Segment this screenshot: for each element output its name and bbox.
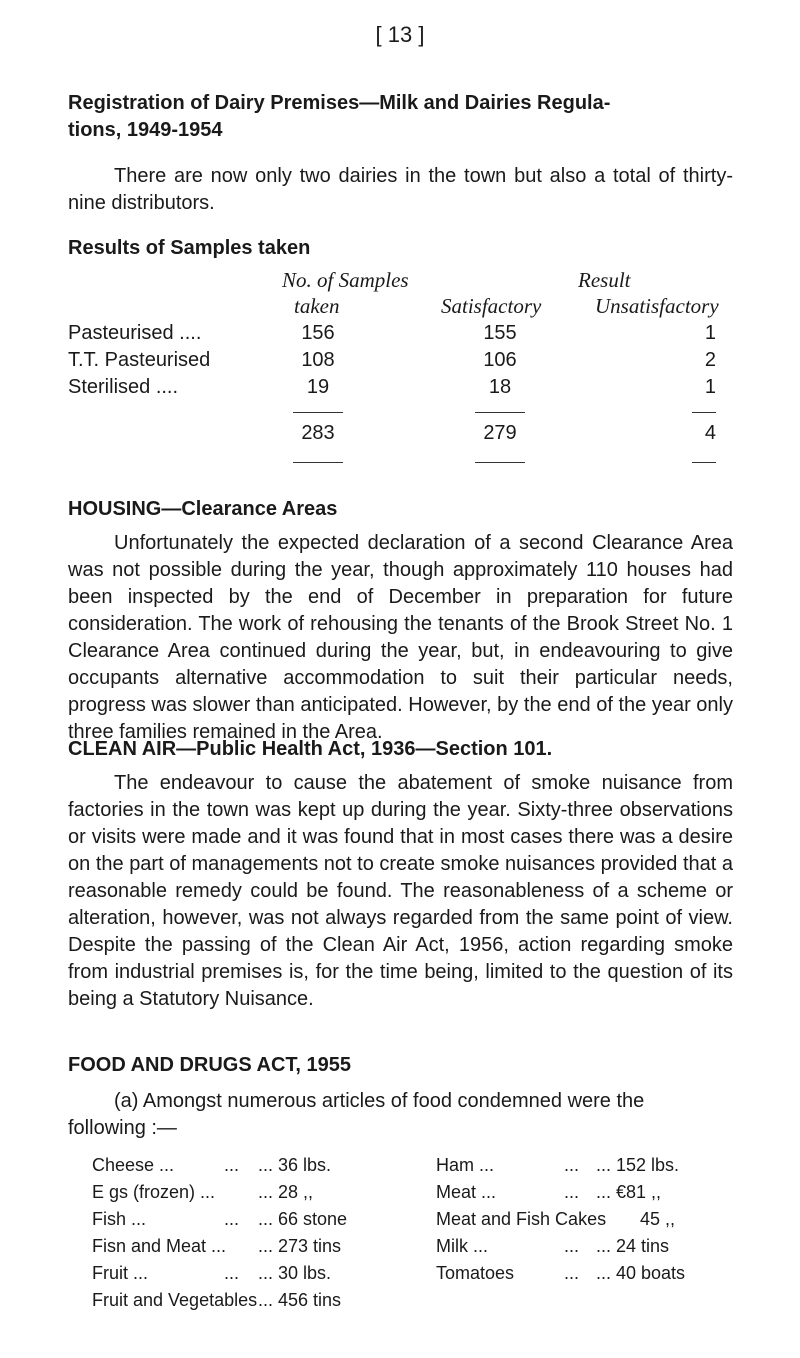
row-label: Pasteurised ....: [68, 322, 202, 344]
food-qty: ... 152 lbs.: [596, 1155, 680, 1175]
food-name: Milk ...: [436, 1236, 488, 1256]
food-qty: 45 ,,: [640, 1209, 676, 1229]
samples-heading: Results of Samples taken: [68, 237, 311, 259]
food-qty: ... 66 stone: [258, 1209, 348, 1229]
housing-heading: HOUSING—Clearance Areas: [68, 498, 338, 520]
col-unsatisfactory: Unsatisfactory: [595, 294, 719, 318]
total-rule-top: [692, 412, 716, 413]
food-intro-line2: following :—: [68, 1117, 177, 1139]
col-samples-line2: taken: [294, 294, 340, 318]
food-qty: ... 28 ,,: [258, 1182, 314, 1202]
row-label: Sterilised ....: [68, 376, 179, 398]
row-taken: 156: [301, 322, 335, 344]
col-samples-line1: No. of Samples: [282, 268, 409, 292]
col-satisfactory: Satisfactory: [441, 294, 542, 318]
food-dots: ...: [564, 1155, 580, 1175]
food-qty: ... 30 lbs.: [258, 1263, 332, 1283]
total-unsatisfactory: 4: [704, 422, 716, 444]
food-qty: ... 40 boats: [596, 1263, 686, 1283]
total-rule-top: [475, 412, 525, 413]
food-name: Cheese ...: [92, 1155, 175, 1175]
food-qty: ... 273 tins: [258, 1236, 342, 1256]
food-heading: FOOD AND DRUGS ACT, 1955: [68, 1054, 352, 1076]
row-unsatisfactory: 1: [704, 322, 716, 344]
page-number: [ 13 ]: [375, 22, 425, 47]
row-satisfactory: 155: [483, 322, 517, 344]
food-name: Fisn and Meat ...: [92, 1236, 227, 1256]
dairy-paragraph: There are now only two dairies in the town but also a total of thirty-nine distributors.: [68, 165, 733, 214]
housing-paragraph: Unfortunately the expected declaration of a second Clearance Area was not possible during the year, though approximately 110 houses had been inspected by the end of December in preparation for future consideration. The work of rehousing the tenants of the Brook Street No. 1 Clearance Area continued during the year, but, in endeavouring to give occupants alternative accommodation to suit their particular needs, progress was slower than anticipated. However, by the end of the year only three families remained in the Area.: [68, 532, 733, 743]
total-rule-bottom: [692, 462, 716, 463]
food-name: Fish ...: [92, 1209, 147, 1229]
row-taken: 108: [301, 349, 335, 371]
food-qty: ... 36 lbs.: [258, 1155, 332, 1175]
food-dots: ...: [564, 1236, 580, 1256]
food-qty: ... 456 tins: [258, 1290, 342, 1310]
food-name: Meat ...: [436, 1182, 497, 1202]
total-taken: 283: [301, 422, 335, 444]
total-rule-bottom: [475, 462, 525, 463]
row-taken: 19: [306, 376, 330, 398]
total-rule-top: [293, 412, 343, 413]
dairy-heading-line2: tions, 1949-1954: [68, 119, 223, 141]
row-unsatisfactory: 2: [704, 349, 716, 371]
food-dots: ...: [224, 1155, 240, 1175]
food-name: Fruit and Vegetables: [92, 1290, 258, 1310]
food-dots: ...: [564, 1182, 580, 1202]
total-satisfactory: 279: [483, 422, 517, 444]
food-dots: ...: [564, 1263, 580, 1283]
food-dots: ...: [224, 1209, 240, 1229]
food-dots: ...: [224, 1263, 240, 1283]
food-name: Fruit ...: [92, 1263, 149, 1283]
food-qty: ... 24 tins: [596, 1236, 670, 1256]
dairy-heading-line1: Registration of Dairy Premises—Milk and Dairies Regula-: [68, 92, 611, 114]
row-satisfactory: 106: [483, 349, 517, 371]
clean-air-heading: CLEAN AIR—Public Health Act, 1936—Section 101.: [68, 738, 553, 760]
food-qty: ... €81 ,,: [596, 1182, 662, 1202]
row-label: T.T. Pasteurised: [68, 349, 211, 371]
row-satisfactory: 18: [488, 376, 512, 398]
clean-air-paragraph: The endeavour to cause the abatement of smoke nuisance from factories in the town was kept up during the year. Sixty-three observations or visits were made and it was found that in most cases there was a desire on the part of managements not to create smoke nuisances provided that a reasonable remedy could be found. The reasonableness of a scheme or alteration, however, was not always regarded from the same point of view. Despite the passing of the Clean Air Act, 1956, action regarding smoke from industrial premises is, for the time being, limited to the question of its being a Statutory Nuisance.: [68, 772, 733, 1010]
food-name: Tomatoes: [436, 1263, 515, 1283]
food-intro-line1: (a) Amongst numerous articles of food condemned were the: [114, 1090, 645, 1112]
row-unsatisfactory: 1: [704, 376, 716, 398]
total-rule-bottom: [293, 462, 343, 463]
food-name: Meat and Fish Cakes: [436, 1209, 607, 1229]
col-result: Result: [578, 268, 631, 292]
food-name: E gs (frozen) ...: [92, 1182, 216, 1202]
food-name: Ham ...: [436, 1155, 495, 1175]
